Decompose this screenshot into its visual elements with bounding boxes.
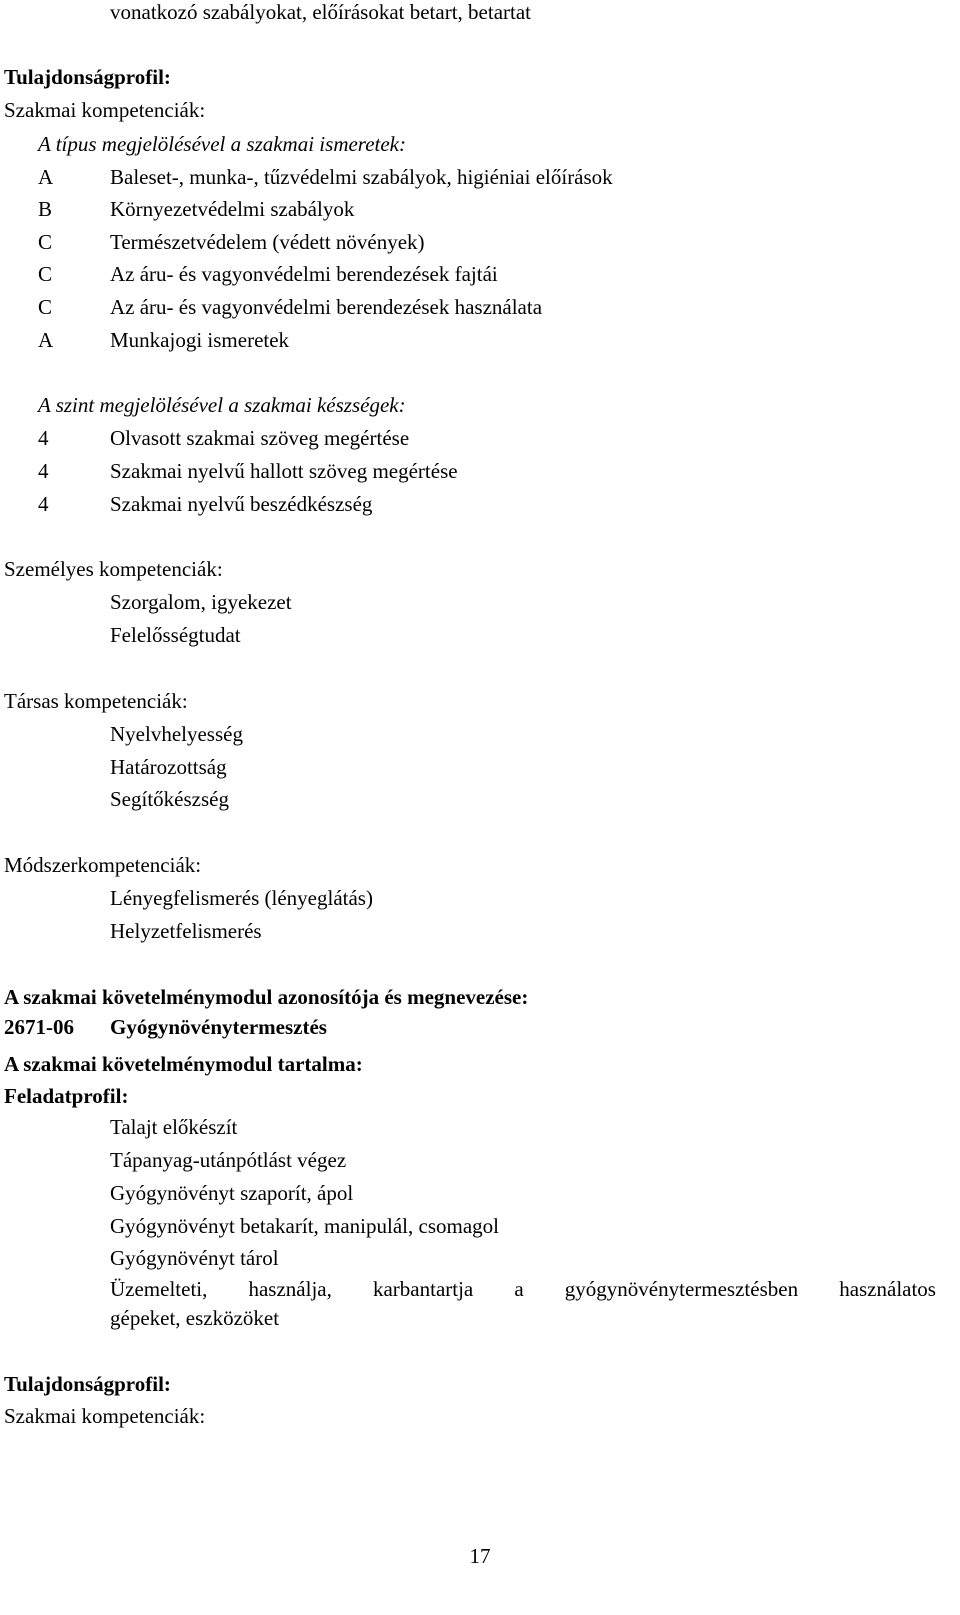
list-item: Tápanyag-utánpótlást végez <box>110 1148 347 1172</box>
list-item: Helyzetfelismerés <box>110 919 262 943</box>
keszsegek-heading: A szint megjelölésével a szakmai készségek: <box>38 393 406 417</box>
item-text: Szakmai nyelvű beszédkészség <box>110 492 373 516</box>
list-item: Felelősségtudat <box>110 623 241 647</box>
szemelyes-label: Személyes kompetenciák: <box>4 557 223 581</box>
item-code: 4 <box>38 492 49 516</box>
word: használatos <box>839 1277 936 1301</box>
profile-title: Tulajdonságprofil: <box>4 65 171 89</box>
szakmai-kompetenciak-label: Szakmai kompetenciák: <box>4 98 206 122</box>
task-continuation: gépeket, eszközöket <box>110 1306 280 1330</box>
word: Üzemelteti, <box>110 1277 208 1301</box>
item-text: Olvasott szakmai szöveg megértése <box>110 426 410 450</box>
item-code: C <box>38 230 53 254</box>
item-text: Az áru- és vagyonvédelmi berendezések fajtái <box>110 262 498 286</box>
module-code: 2671-06 <box>4 1015 74 1039</box>
item-code: C <box>38 295 53 319</box>
profile-title: Tulajdonságprofil: <box>4 1372 171 1396</box>
item-text: Baleset-, munka-, tűzvédelmi szabályok, higiéniai előírások <box>110 165 613 189</box>
word: gyógynövénytermesztésben <box>564 1277 799 1301</box>
list-item: Gyógynövényt tárol <box>110 1246 279 1270</box>
list-item: Talajt előkészít <box>110 1115 238 1139</box>
item-code: B <box>38 197 53 221</box>
page-number: 17 <box>469 1544 491 1568</box>
item-text: Az áru- és vagyonvédelmi berendezések használata <box>110 295 543 319</box>
list-item: Nyelvhelyesség <box>110 722 243 746</box>
item-code: 4 <box>38 426 49 450</box>
list-item: Lényegfelismerés (lényeglátás) <box>110 886 373 910</box>
module-content-heading: A szakmai követelménymodul tartalma: <box>4 1052 363 1076</box>
list-item: Határozottság <box>110 755 227 779</box>
item-code: A <box>38 328 54 352</box>
item-text: Szakmai nyelvű hallott szöveg megértése <box>110 459 458 483</box>
word: használja, <box>248 1277 332 1301</box>
continuation-line: vonatkozó szabályokat, előírásokat betart, betartat <box>110 0 531 24</box>
item-text: Munkajogi ismeretek <box>110 328 290 352</box>
word: karbantartja <box>372 1277 474 1301</box>
module-id-heading: A szakmai követelménymodul azonosítója és megnevezése: <box>4 985 529 1009</box>
item-code: A <box>38 165 54 189</box>
ismeretek-heading: A típus megjelölésével a szakmai ismeretek: <box>38 132 406 156</box>
item-code: 4 <box>38 459 49 483</box>
list-item: Szorgalom, igyekezet <box>110 590 292 614</box>
item-text: Környezetvédelmi szabályok <box>110 197 355 221</box>
szakmai-kompetenciak-label: Szakmai kompetenciák: <box>4 1404 206 1428</box>
module-name: Gyógynövénytermesztés <box>110 1015 327 1039</box>
feladatprofil-title: Feladatprofil: <box>4 1084 129 1108</box>
modszer-label: Módszerkompetenciák: <box>4 853 202 877</box>
item-text: Természetvédelem (védett növények) <box>110 230 425 254</box>
list-item: Gyógynövényt szaporít, ápol <box>110 1181 354 1205</box>
word: a <box>514 1277 524 1301</box>
list-item: Segítőkészség <box>110 787 229 811</box>
list-item: Gyógynövényt betakarít, manipulál, csomagol <box>110 1214 499 1238</box>
item-code: C <box>38 262 53 286</box>
tarsas-label: Társas kompetenciák: <box>4 689 188 713</box>
